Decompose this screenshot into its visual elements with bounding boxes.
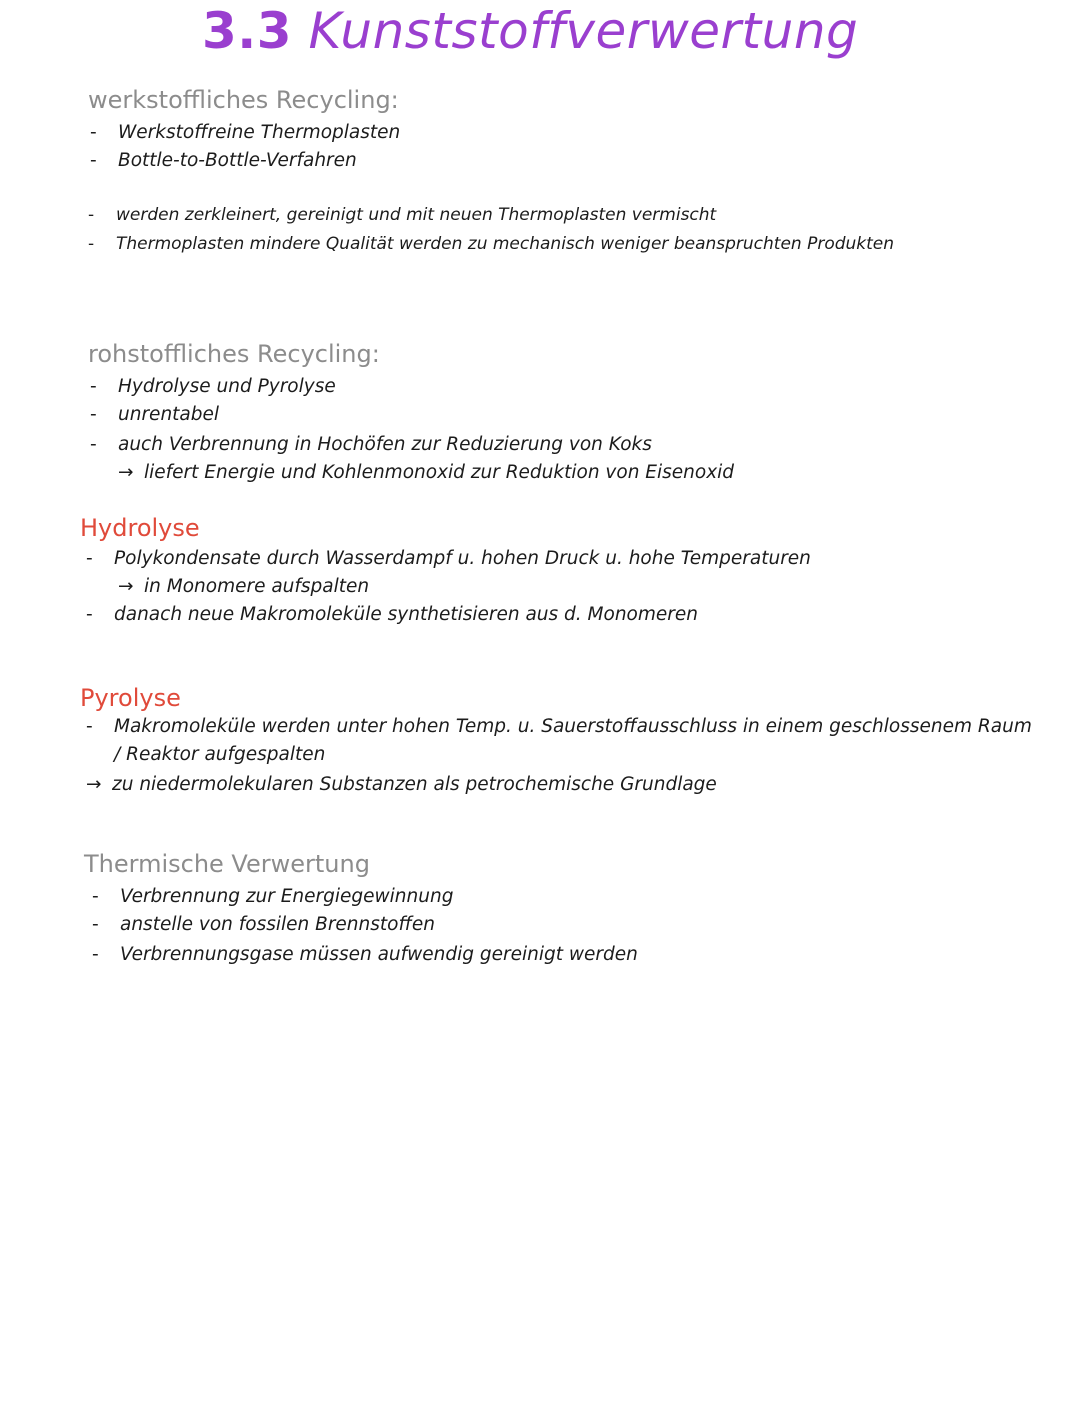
dash-bullet: - [88, 205, 95, 225]
note-text: in Monomere aufspalten [144, 576, 370, 597]
arrow-note [118, 462, 734, 483]
list-item [90, 150, 357, 171]
item-text: werden zerkleinert, gereinigt und mit neuen Thermoplasten vermischt [116, 205, 717, 225]
list-item [86, 716, 1032, 737]
item-text: Makromoleküle werden unter hohen Temp. u. Sauerstoffausschluss in einem geschlossenem Raum [114, 716, 1032, 737]
arrow-note [118, 576, 369, 597]
dash-bullet: - [86, 604, 93, 625]
item-text: Bottle-to-Bottle-Verfahren [118, 150, 357, 171]
item-text: Thermoplasten mindere Qualität werden zu mechanisch weniger beanspruchten Produkten [116, 234, 895, 254]
dash-bullet: - [90, 404, 97, 425]
list-item [90, 376, 336, 397]
title-number: 3.3 [202, 2, 293, 60]
arrow-icon: → [86, 774, 102, 795]
item-text: Hydrolyse und Pyrolyse [118, 376, 336, 397]
list-item [88, 234, 894, 254]
page-title [202, 2, 858, 60]
dash-bullet: - [92, 886, 99, 907]
heading-thermische-verwertung: Thermische Verwertung [84, 850, 370, 878]
item-text: Verbrennung zur Energiegewinnung [120, 886, 454, 907]
dash-bullet: - [92, 914, 99, 935]
item-text: Werkstoffreine Thermoplasten [118, 122, 401, 143]
item-text: Verbrennungsgase müssen aufwendig gereinigt werden [120, 944, 638, 965]
list-item [92, 914, 435, 935]
heading-werkstoffliches-recycling: werkstoffliches Recycling: [88, 86, 399, 114]
dash-bullet: - [90, 376, 97, 397]
dash-bullet: - [90, 122, 97, 143]
arrow-icon: → [118, 576, 134, 597]
list-item [92, 944, 638, 965]
item-text: danach neue Makromoleküle synthetisieren aus d. Monomeren [114, 604, 698, 625]
heading-rohstoffliches-recycling: rohstoffliches Recycling: [88, 340, 380, 368]
list-item [86, 548, 811, 569]
arrow-icon: → [118, 462, 134, 483]
dash-bullet: - [90, 150, 97, 171]
arrow-note [86, 774, 717, 795]
item-text: / Reaktor aufgespalten [114, 744, 326, 765]
note-text: liefert Energie und Kohlenmonoxid zur Reduktion von Eisenoxid [144, 462, 735, 483]
list-item [92, 886, 453, 907]
list-item [90, 404, 219, 425]
list-item-continued [114, 744, 325, 765]
list-item [90, 122, 400, 143]
heading-pyrolyse: Pyrolyse [80, 684, 181, 712]
list-item [86, 604, 698, 625]
title-text: Kunststoffverwertung [308, 2, 859, 60]
list-item [90, 434, 652, 455]
item-text: unrentabel [118, 404, 220, 425]
note-text: zu niedermolekularen Substanzen als petrochemische Grundlage [112, 774, 717, 795]
list-item [88, 205, 716, 225]
dash-bullet: - [86, 716, 93, 737]
dash-bullet: - [86, 548, 93, 569]
item-text: auch Verbrennung in Hochöfen zur Reduzierung von Koks [118, 434, 652, 455]
item-text: Polykondensate durch Wasserdampf u. hohen Druck u. hohe Temperaturen [114, 548, 811, 569]
dash-bullet: - [90, 434, 97, 455]
heading-hydrolyse: Hydrolyse [80, 514, 200, 542]
dash-bullet: - [88, 234, 95, 254]
item-text: anstelle von fossilen Brennstoffen [120, 914, 435, 935]
dash-bullet: - [92, 944, 99, 965]
